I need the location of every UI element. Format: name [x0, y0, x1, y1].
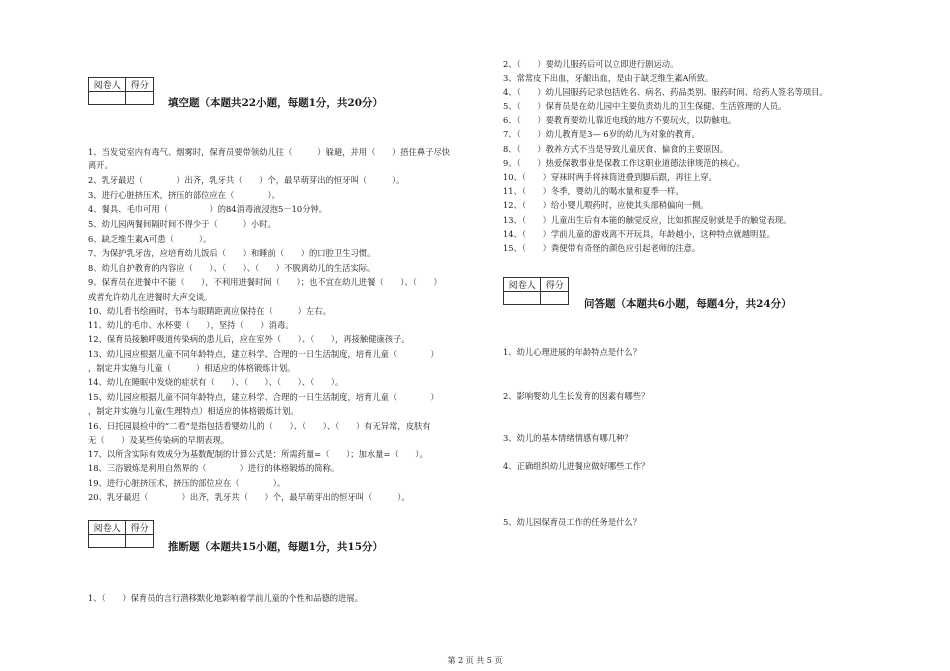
- question-line: 9、保育员在进餐中不能（ ），不利用进餐时间（ ）；也不宜在幼儿进餐（ ）、（ ）: [88, 277, 442, 287]
- question-line: 6、缺乏维生素A可患（ ）。: [88, 234, 212, 244]
- question-line: 13、幼儿园应根据儿童不同年龄特点，建立科学、合理的一日生活制度，培育儿童（ ）: [88, 349, 439, 359]
- score-table-fill-blank: [88, 77, 154, 105]
- question-line: 10、幼儿看书绘画时，书本与眼睛距离应保持在（ ）左右。: [88, 306, 331, 316]
- judge-question-line: 10、（ ）穿袜时两手将袜筒迸叠到脚后跟，再往上穿。: [503, 172, 717, 182]
- question-line: 7、为保护乳牙齿，应培育幼儿饭后（ ）和睡前（ ）的口腔卫生习惯。: [88, 248, 376, 258]
- question-line: ，制定并实施与儿童（ ）相适应的体格锻炼计划。: [88, 363, 296, 373]
- question-line: 无（ ）及某些传染病的早期表现。: [88, 435, 230, 445]
- reviewer-label: 阅卷人: [89, 521, 126, 535]
- question-line: 12、保育员接触呼吸道传染病的患儿后，应在室外（ ）、（ ），再接触健康孩子。: [88, 334, 410, 344]
- score-label: 得分: [541, 278, 569, 292]
- judge-question-line: 3、常常皮下出血，牙龈出血，是由于缺乏维生素A所致。: [503, 73, 714, 83]
- judge-title: 推断题（本题共15小题，每题1分，共15分）: [168, 541, 384, 553]
- judge-question-line: 9、（ ）热爱保教事业是保教工作这职业道德法律规范的核心。: [503, 158, 745, 168]
- judge-question-line: 15、（ ）粪便带有奇怪的颜色应引起老师的注意。: [503, 243, 701, 253]
- question-line: 14、幼儿在睡眠中发烧的症状有（ ）、（ ）、（ ）、（ ）。: [88, 377, 344, 387]
- question-line: 20、乳牙最迟（ ）出齐，乳牙共（ ）个，最早萌芽出的恒牙叫（ ）。: [88, 492, 410, 502]
- question-line: 17、以所含实际有效成分为基数配制的计算公式是：所需药量=（ ）；加水量=（ ）。: [88, 449, 428, 459]
- question-line: 16、日托园晨检中的“二看”是指包括看婴幼儿的（ ）、（ ）、（ ）有无异常，皮肤有: [88, 421, 431, 431]
- question-line: 离开。: [88, 160, 113, 170]
- qa-title: 问答题（本题共6小题，每题4分，共24分）: [584, 298, 792, 310]
- judge-question-line: 14、（ ）学前儿童的游戏离不开玩具，年龄越小，这种特点就越明显。: [503, 229, 775, 239]
- qa-question: 4、正确组织幼儿进餐应做好哪些工作？: [503, 461, 650, 471]
- question-line: 19、进行心脏挤压术，挤压的部位应在（ ）。: [88, 478, 286, 488]
- reviewer-label: 阅卷人: [89, 78, 126, 92]
- question-line: 18、三浴锻炼是利用自然界的（ ）进行的体格锻炼的简称。: [88, 463, 340, 473]
- qa-question: 1、幼儿心理进展的年龄特点是什么？: [503, 347, 642, 357]
- judge-question-line: 13、（ ）儿童出生后有本能的触觉反应，比如抓握反射就是手的触觉表现。: [503, 215, 792, 225]
- question-line: 3、进行心脏挤压术，挤压的部位应在（ ）。: [88, 190, 280, 200]
- question-line: 或者允许幼儿在进餐时大声交谈。: [88, 292, 213, 302]
- judge-question-line: 6、（ ）要教育要幼儿靠近电线的地方不要玩火，以防触电。: [503, 115, 737, 125]
- question-line: 4、餐具、毛巾可用（ ）的84消毒液浸泡5－10分钟。: [88, 204, 328, 214]
- fill-blank-title: 填空题（本题共22小题，每题1分，共20分）: [168, 97, 384, 109]
- question-line: 15、幼儿园应根据儿童不同年龄特点，建立科学、合理的一日生活制度，培育儿童（ ）: [88, 392, 439, 402]
- qa-question: 5、幼儿园保育员工作的任务是什么？: [503, 517, 642, 527]
- judge-question-line: 8、（ ）教养方式不当是导致儿童厌食、偏食的主要原因。: [503, 144, 729, 154]
- score-label: 得分: [126, 78, 154, 92]
- qa-question: 2、影响婴幼儿生长发育的因素有哪些？: [503, 391, 650, 401]
- question-line: 1、当发觉室内有毒气、烟雾时，保育员要带领幼儿往（ ）躲避，并用（ ）捂住鼻子尽快: [88, 147, 451, 157]
- judge-question-line: 4、（ ）幼儿园服药记录包括姓名、病名、药品类别、服药时间、给药人签名等项目。: [503, 87, 828, 97]
- score-table-qa: [503, 277, 569, 305]
- qa-question: 3、幼儿的基本情绪情感有哪几种？: [503, 433, 633, 443]
- judge-question-line: 5、（ ）保育员是在幼儿园中主要负责幼儿的卫生保健、生活管理的人员。: [503, 101, 787, 111]
- judge-question-line: 7、（ ）幼儿教育是3— 6岁的幼儿为对象的教育。: [503, 129, 700, 139]
- question-line: ，制定并实施与儿童(生理特点）相适应的体格锻炼计划。: [88, 406, 299, 416]
- question-line: 5、幼儿园两餐间隔时间不得少于（ ）小时。: [88, 219, 276, 229]
- question-line: 8、幼儿自护教育的内容应（ ）、（ ）、（ ）不脱离幼儿的生活实际。: [88, 263, 376, 273]
- score-label: 得分: [126, 521, 154, 535]
- question-line: 2、乳牙最迟（ ）出齐，乳牙共（ ）个，最早萌芽出的恒牙叫（ ）。: [88, 175, 405, 185]
- score-table-judge: [88, 520, 154, 548]
- judge-question-line: 1、（ ）保育员的言行潜移默化地影响着学前儿童的个性和品德的进展。: [88, 593, 363, 603]
- question-line: 11、幼儿的毛巾、水杯要（ ），坚持（ ）消毒。: [88, 320, 294, 330]
- judge-question-line: 2、（ ）要幼儿服药后可以立即进行剧运动。: [503, 59, 679, 69]
- judge-question-line: 11、（ ）冬季，婴幼儿的喝水量和夏季一样。: [503, 186, 684, 196]
- judge-question-line: 12、（ ）给小婴儿喂药时，应使其头部稍偏向一侧。: [503, 200, 709, 210]
- page-footer: 第 2 页 共 5 页: [447, 656, 503, 665]
- reviewer-label: 阅卷人: [504, 278, 541, 292]
